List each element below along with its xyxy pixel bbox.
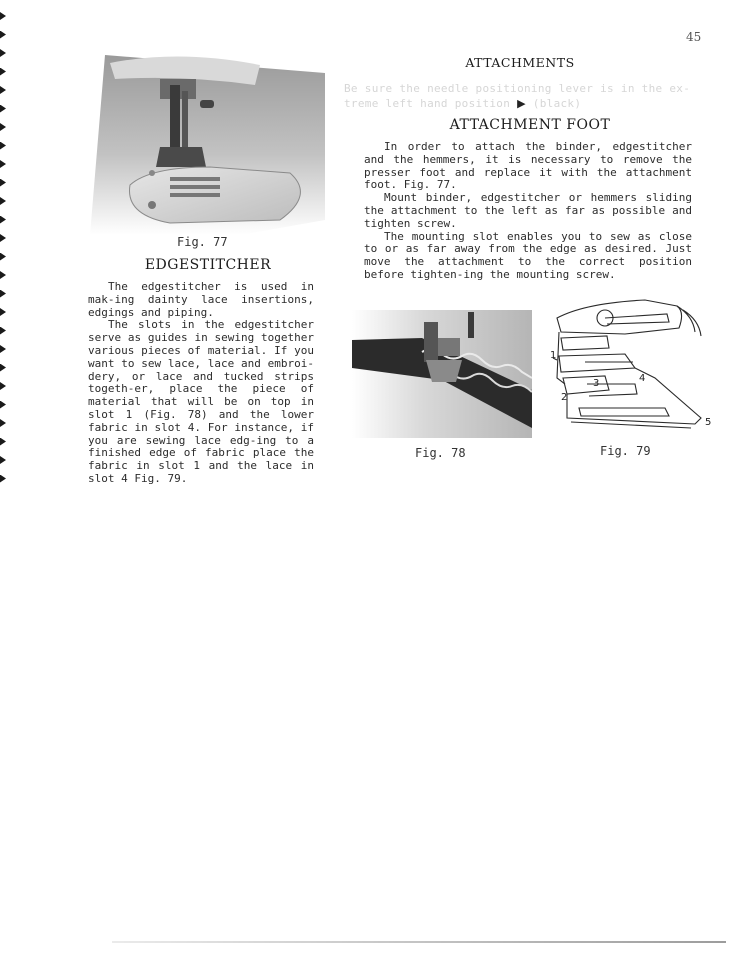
binding-mark bbox=[0, 31, 6, 39]
binding-mark bbox=[0, 475, 6, 483]
binding-mark bbox=[0, 179, 6, 187]
paragraph: The mounting slot enables you to sew as close to or as far away from the edge as desired. Just move the attachment to the correct position before tighten-ing the mounting screw. bbox=[364, 229, 692, 281]
note-line-1: Be sure the needle positioning lever is in the ex- bbox=[344, 82, 691, 95]
fig79-edgestitcher-drawing bbox=[545, 298, 715, 436]
slot-label-2: 2 bbox=[561, 392, 568, 403]
binding-mark bbox=[0, 364, 6, 372]
fig78-photo bbox=[352, 310, 532, 438]
binding-mark bbox=[0, 308, 6, 316]
arrow-icon: ▶ bbox=[517, 97, 526, 110]
attachments-heading: ATTACHMENTS bbox=[465, 55, 575, 70]
fig79-caption: Fig. 79 bbox=[600, 444, 651, 458]
bottom-rule bbox=[112, 941, 726, 943]
binding-mark bbox=[0, 123, 6, 131]
binding-mark bbox=[0, 142, 6, 150]
paragraph: The edgestitcher is used in mak-ing dainty lace insertions, edgings and piping. bbox=[88, 280, 314, 319]
attachment-foot-text bbox=[364, 141, 692, 282]
binding-mark bbox=[0, 382, 6, 390]
slot-label-3: 3 bbox=[593, 378, 600, 389]
binding-mark bbox=[0, 105, 6, 113]
note-line-2 bbox=[344, 96, 699, 111]
slot-label-1: 1 bbox=[550, 350, 557, 361]
note-line-2-color: (black) bbox=[532, 97, 582, 110]
binding-mark bbox=[0, 49, 6, 57]
fig77-photo bbox=[90, 55, 325, 235]
edgestitcher-heading: EDGESTITCHER bbox=[144, 257, 272, 273]
binding-mark bbox=[0, 253, 6, 261]
binding-mark bbox=[0, 12, 6, 20]
paragraph: Mount binder, edgestitcher or hemmers sliding the attachment to the left as far as possible and tighten screw. bbox=[364, 191, 692, 230]
attachment-foot-heading: ATTACHMENT FOOT bbox=[449, 117, 611, 133]
note-line-2-text: treme left hand position bbox=[344, 97, 511, 110]
binding-mark bbox=[0, 401, 6, 409]
slot-label-4: 4 bbox=[639, 373, 646, 384]
binding-mark bbox=[0, 438, 6, 446]
binding-mark bbox=[0, 216, 6, 224]
binding-mark bbox=[0, 271, 6, 279]
page-number: 45 bbox=[686, 30, 702, 44]
fig78-caption: Fig. 78 bbox=[415, 446, 466, 460]
binding-mark bbox=[0, 234, 6, 242]
paragraph: In order to attach the binder, edgestitcher and the hemmers, it is necessary to remove the presser foot and replace it with the attachment foot. Fig. 77. bbox=[364, 140, 692, 192]
binding-mark bbox=[0, 68, 6, 76]
binding-mark bbox=[0, 290, 6, 298]
binding-mark bbox=[0, 327, 6, 335]
paragraph: The slots in the edgestitcher serve as guides in sewing together various pieces of material. If you want to sew lace, lace and embroi-dery, or lace and tucked strips togeth-er, place the piece of material that will be on top in slot 1 (Fig. 78) and the lower fabric in slot 4. For instance, if you are sewing lace edg-ing to a finished edge of fabric place the fabric in slot 1 and the lace in slot 4 Fig. 79. bbox=[88, 318, 314, 485]
fig77-caption: Fig. 77 bbox=[177, 235, 228, 249]
edgestitcher-text bbox=[88, 281, 314, 486]
binding-mark bbox=[0, 86, 6, 94]
slot-label-5: 5 bbox=[705, 417, 712, 428]
needle-position-note bbox=[344, 81, 699, 111]
binding-mark bbox=[0, 160, 6, 168]
binding-mark bbox=[0, 345, 6, 353]
binding-mark bbox=[0, 456, 6, 464]
binding-mark bbox=[0, 197, 6, 205]
binding-mark bbox=[0, 419, 6, 427]
